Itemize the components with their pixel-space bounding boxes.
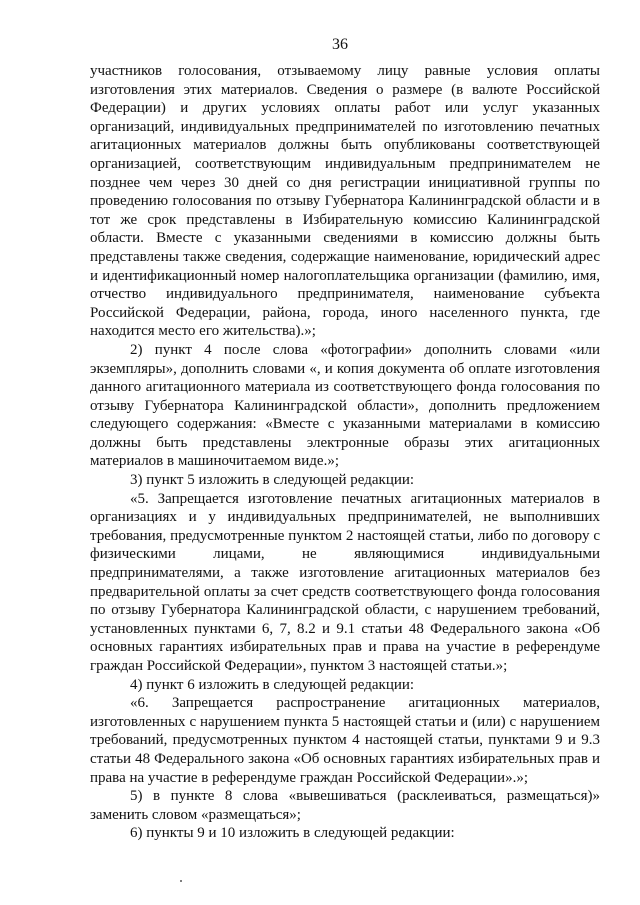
paragraph-clause-5: «5. Запрещается изготовление печатных агитационных материалов в организациях и у индивидуальных предпринимателей, не выполнивших требования, предусмотренные пунктом 2 настоящей статьи, либо по договору с физическими лицами, не являющимися индивидуальными предпринимателями, а также изготовление агитационных материалов без предварительной оплаты за счет средств соответствующего фонда голосования по отзыву Губернатора Калининградской области, с нарушением требований, установленных пунктами 6, 7, 8.2 и 9.1 статьи 48 Федерального закона «Об основных гарантиях избирательных прав и права на участие в референдуме граждан Российской Федерации», пунктом 3 настоящей статьи.»;: [90, 490, 600, 674]
paragraph-clause-6: «6. Запрещается распространение агитационных материалов, изготовленных с нарушением пункта 5 настоящей статьи и (или) с нарушением требований, предусмотренных пунктом 4 настоящей статьи, пунктами 9 и 9.3 статьи 48 Федерального закона «Об основных гарантиях избирательных прав и права на участие в референдуме граждан Российской Федерации».»;: [90, 695, 600, 786]
paragraph-continuation: участников голосования, отзываемому лицу равные условия оплаты изготовления этих материалов. Сведения о размере (в валюте Российской Федерации) и других условиях оплаты работ или услуг указанных организаций, индивидуальных предпринимателей по изготовлению печатных агитационных материалов должны быть опубликованы соответствующей организацией, соответствующим индивидуальным предпринимателем не позднее чем через 30 дней со дня регистрации инициативной группы по проведению голосования по отзыву Губернатора Калининградской области и в тот же срок представлены в Избирательную комиссию Калининградской области. Вместе с указанными сведениями в комиссию должны быть представлены также сведения, содержащие наименование, юридический адрес и идентификационный номер налогоплательщика организации (фамилию, имя, отчество индивидуального предпринимателя, наименование субъекта Российской Федерации, района, города, иного населенного пункта, где находится место его жительства).»;: [90, 63, 600, 340]
paragraph-item-6: 6) пункты 9 и 10 изложить в следующей редакции:: [130, 825, 455, 842]
page-number: 36: [332, 36, 348, 53]
paragraph-item-4: 4) пункт 6 изложить в следующей редакции:: [130, 676, 415, 693]
paragraph-item-5: 5) в пункте 8 слова «вывешиваться (расклеиваться, размещаться)» заменить словом «размещаться»;: [90, 788, 600, 823]
scan-speck: [180, 880, 182, 882]
document-body: [90, 62, 600, 843]
paragraph-item-2: 2) пункт 4 после слова «фотографии» дополнить словами «или экземпляры», дополнить словами «, и копия документа об оплате изготовления данного агитационного материала из соответствующего фонда голосования по отзыву Губернатора Калининградской области», дополнить предложением следующего содержания: «Вместе с указанными материалами в комиссию должны быть представлены электронные образы этих агитационных материалов в машиночитаемом виде.»;: [90, 341, 600, 470]
paragraph-item-3: 3) пункт 5 изложить в следующей редакции:: [130, 472, 415, 489]
